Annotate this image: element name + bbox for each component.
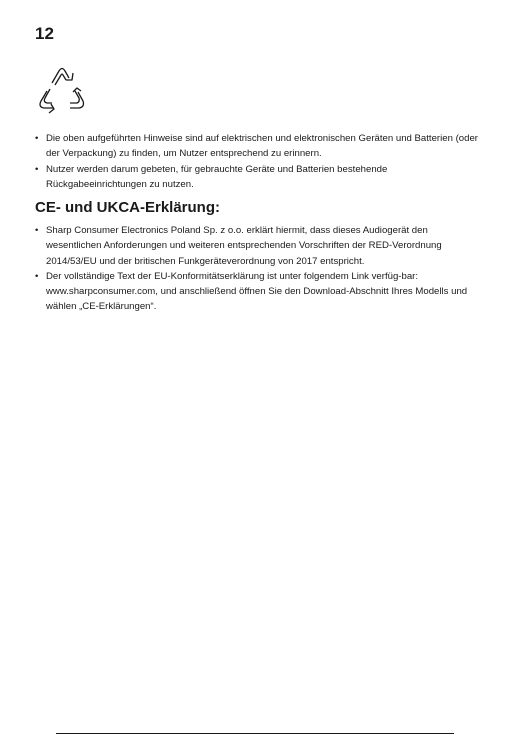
list-item: • Nutzer werden darum gebeten, für gebrauchte Geräte und Batterien bestehende Rückgabeeinrichtungen zu nutzen.	[35, 162, 480, 193]
list-item: • Die oben aufgeführten Hinweise sind auf elektrischen und elektronischen Geräten und Batterien (oder der Verpackung) zu finden, um Nutzer entsprechend zu erinnern.	[35, 131, 480, 162]
declaration-list	[35, 223, 480, 315]
footer-divider	[56, 733, 454, 734]
page-number: 12	[35, 24, 54, 43]
section-heading: CE- und UKCA-Erklärung:	[35, 199, 220, 216]
disposal-notes-list	[35, 131, 480, 192]
list-item: • Der vollständige Text der EU-Konformitätserklärung ist unter folgendem Link verfüg-bar: www.sharpconsumer.com, und anschließend öffnen Sie den Download-Abschnitt Ihres Modells und wählen „CE-Erklärungen“.	[35, 269, 480, 315]
list-item: • Sharp Consumer Electronics Poland Sp. z o.o. erklärt hiermit, dass dieses Audiogerät den wesentlichen Anforderungen und weiteren entsprechenden Vorschriften der RED-Verordnung 2014/53/EU und der britischen Funkgeräteverordnung von 2017 entspricht.	[35, 223, 480, 269]
recycle-icon	[33, 61, 91, 119]
